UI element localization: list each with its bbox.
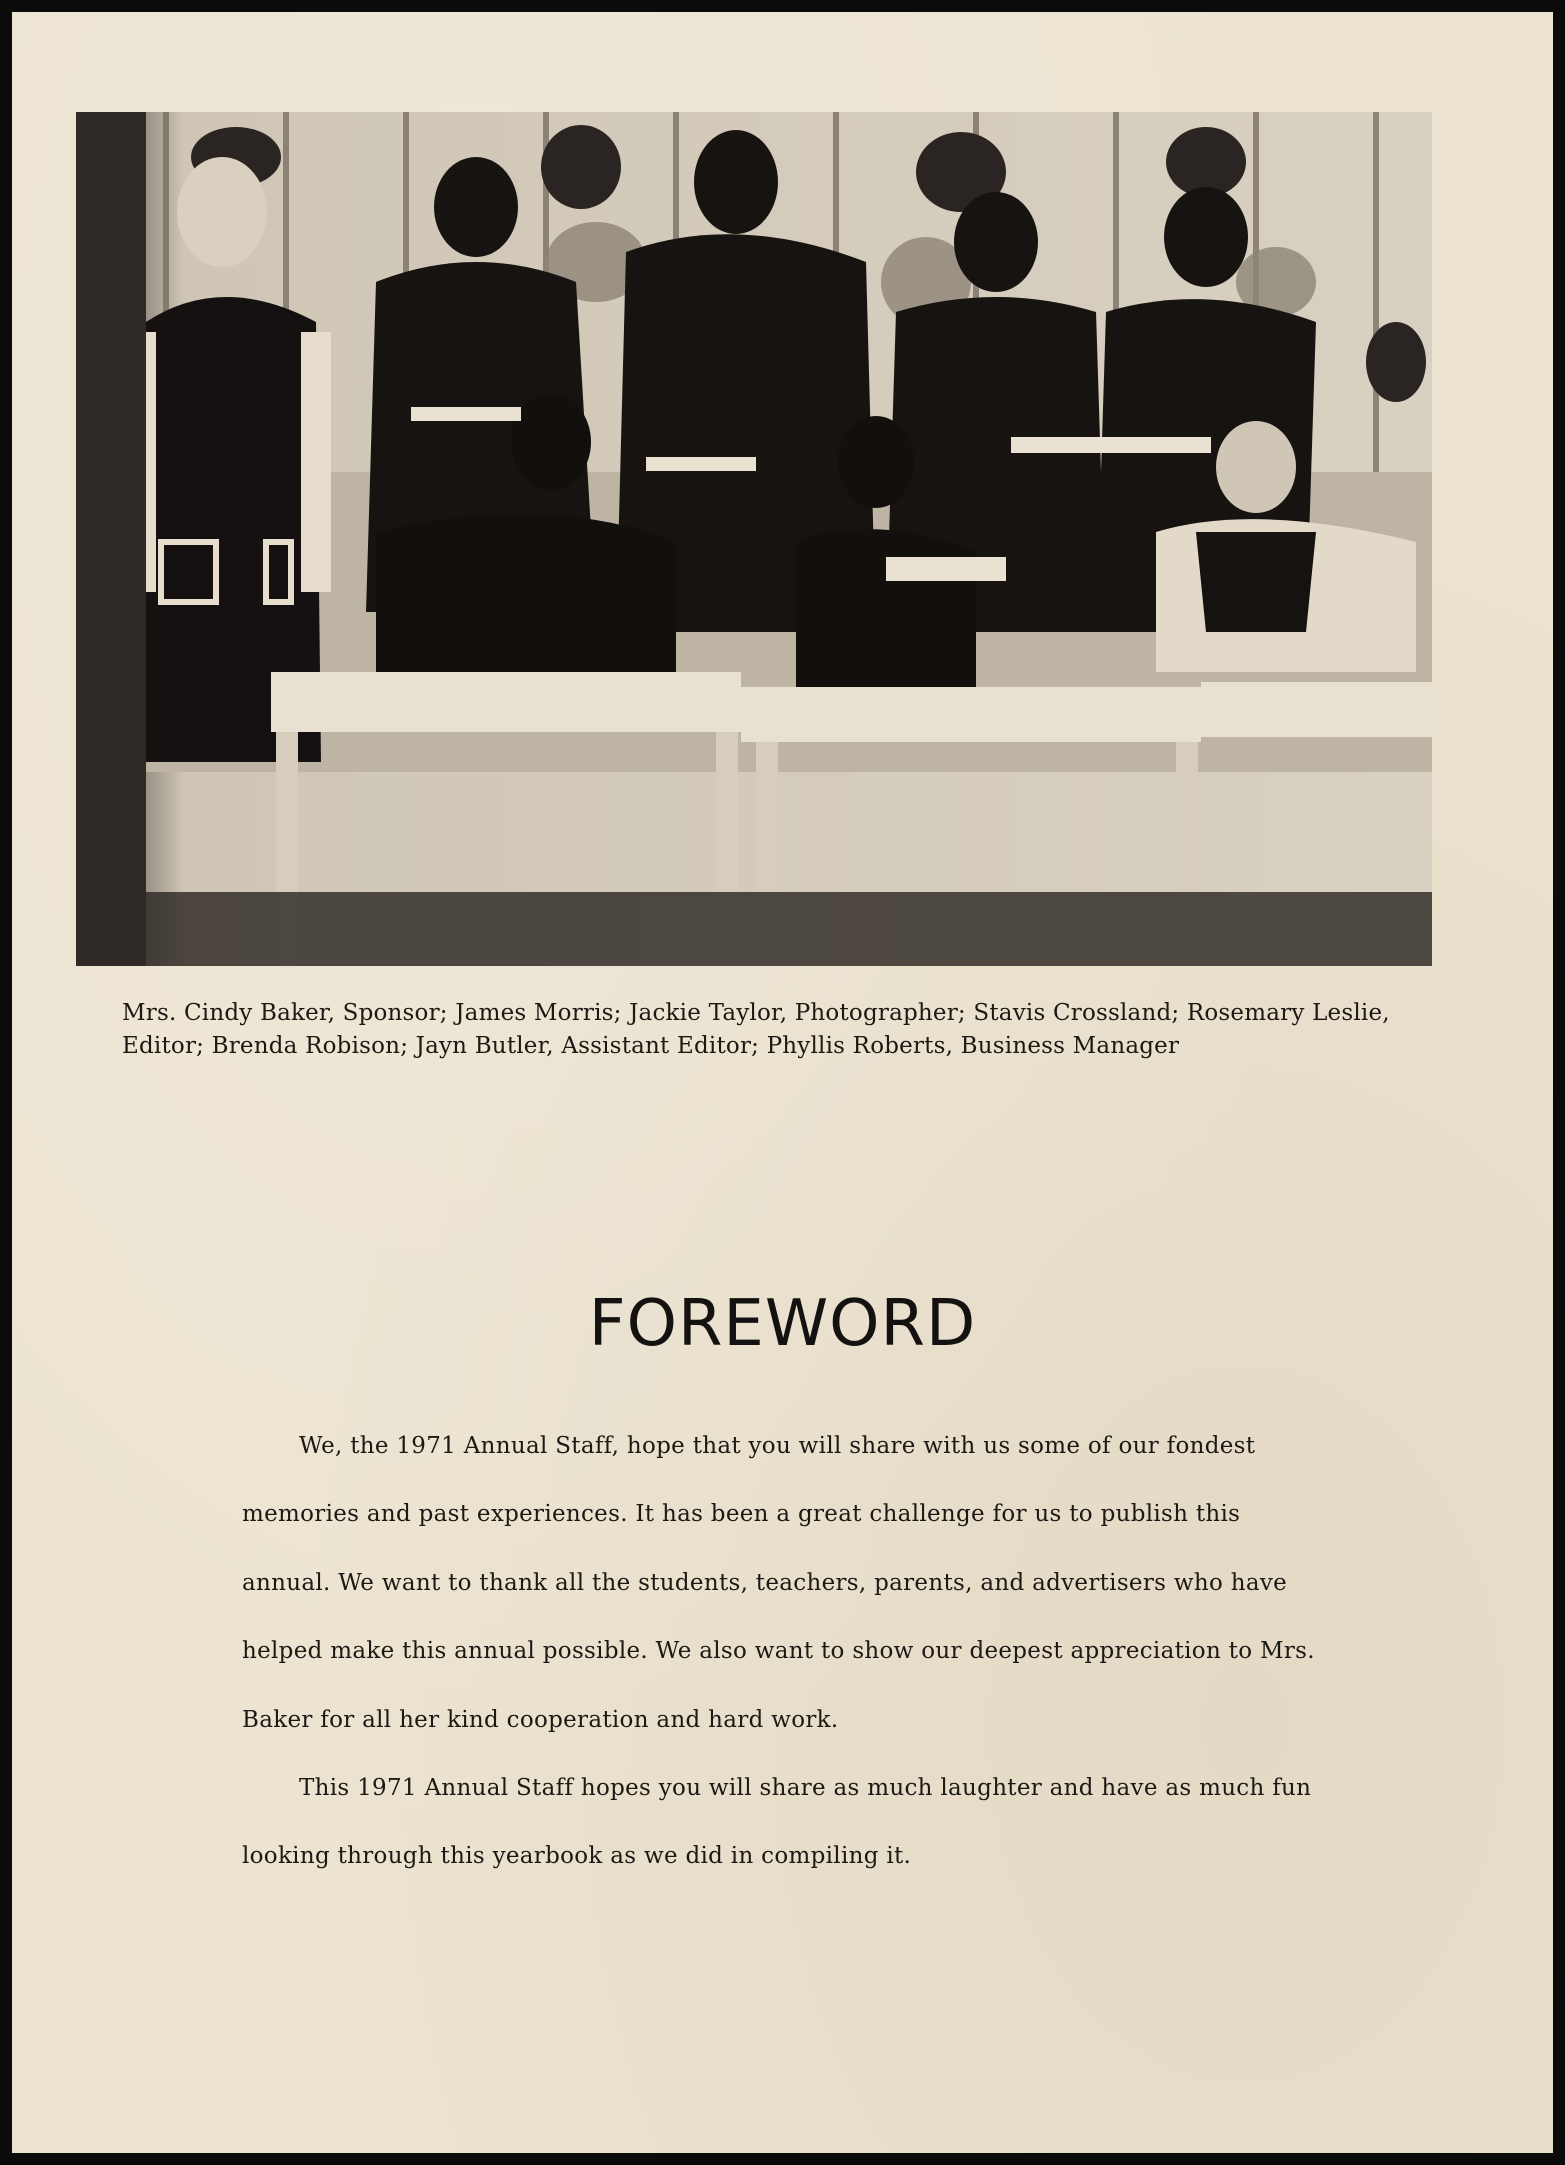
photo-caption: Mrs. Cindy Baker, Sponsor; James Morris; Jackie Taylor, Photographer; Stavis Crossland; Rosemary Leslie, Editor; Brenda Robison; Jayn Butler, Assistant Editor; Phyllis Roberts, Business Manager	[122, 1000, 1390, 1059]
staff-group-photo	[76, 112, 1432, 966]
page-title: FOREWORD	[588, 1287, 977, 1361]
foreword-text	[242, 1412, 1317, 1891]
yearbook-page	[12, 12, 1553, 2153]
foreword-paragraph-1: We, the 1971 Annual Staff, hope that you will share with us some of our fondest memories and past experiences. It has been a great challenge for us to publish this annual. We want to thank all the students, teachers, parents, and advertisers who have helped make this annual possible. We also want to show our deepest appreciation to Mrs. Baker for all her kind cooperation and hard work.	[242, 1433, 1315, 1733]
photo-illustration	[76, 112, 1432, 966]
foreword-paragraph-2: This 1971 Annual Staff hopes you will share as much laughter and have as much fun looking through this yearbook as we did in compiling it.	[242, 1775, 1312, 1870]
